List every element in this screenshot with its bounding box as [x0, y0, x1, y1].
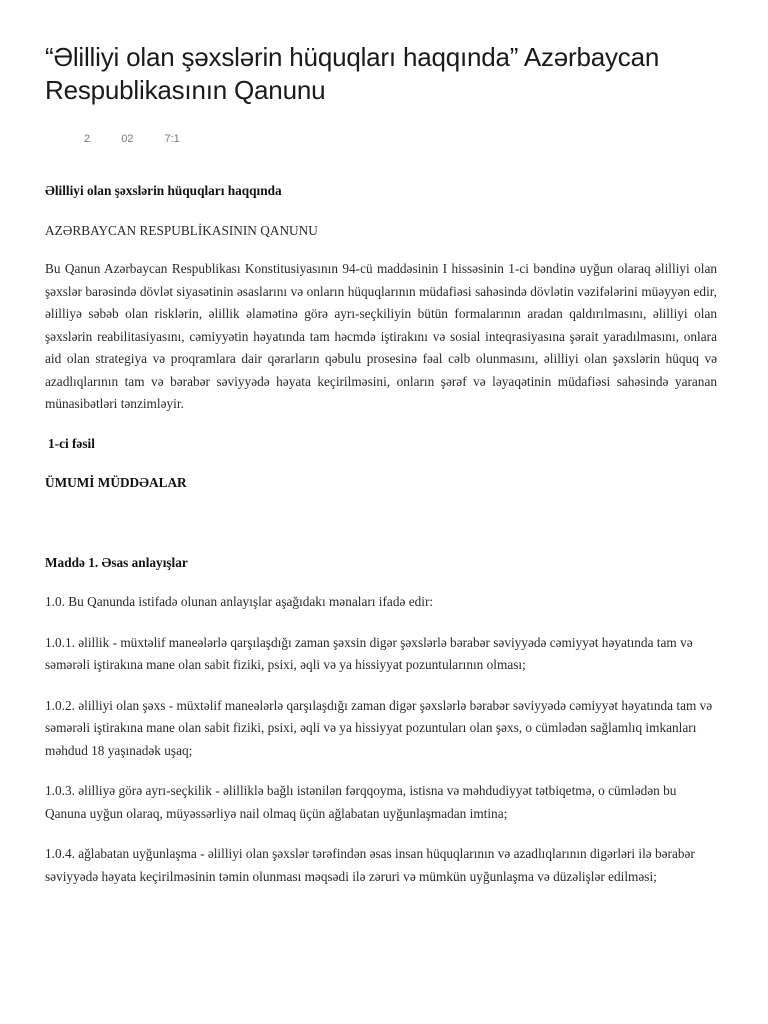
definition-paragraph: 1.0.1. əlillik - müxtəlif maneələrlə qarşılaşdığı zaman şəxsin digər şəxslərlə bərabər səviyyədə cəmiyyət həyatında tam və səmərəli iştirakına mane olan sabit fiziki, psixi, əqli və ya hissiyyat pozuntularının olması; [45, 634, 693, 672]
document-title: “Əlilliyi olan şəxslərin hüquqları haqqında” Azərbaycan Respublikasının Qanunu [45, 42, 660, 105]
document-body [45, 180, 717, 888]
definition-paragraph: 1.0. Bu Qanunda istifadə olunan anlayışlar aşağıdakı mənaları ifadə edir: [45, 594, 434, 609]
definition-paragraph: 1.0.2. əlilliyi olan şəxs - müxtəlif maneələrlə qarşılaşdığı zaman digər şəxslərlə bərabər səviyyədə cəmiyyət həyatında tam və səmərəli iştirakına mane olan sabit fiziki, psixi, əqli və ya hissiyyat pozuntuları olan şəxs, o cümlədən sağlamlıq imkanları məhdud 18 yaşınadək uşaq; [45, 697, 713, 758]
meta-item: 2 [84, 133, 91, 145]
article-heading: Maddə 1. Əsas anlayışlar [45, 554, 188, 570]
law-intro-paragraph: Bu Qanun Azərbaycan Respublikası Konstitusiyasının 94-cü maddəsinin I hissəsinin 1-ci bəndinə uyğun olaraq əlilliyi olan şəxslər barəsində dövlət siyasətinin əsaslarını və onların hüquqlarının müdafiəsi sahəsində dövlətin vəzifələrini müəyyən edir, əlilliyə səbəb olan risklərin, əlillik əlamətinə görə ayrı-seçkiliyin bütün formalarının aradan qaldırılmasını, əlilliyi olan şəxslərin reabilitasiyasını, cəmiyyətin həyatında tam həcmdə iştirakını və sosial inteqrasiyasına şərait yaradılmasını, onlara aid olan strategiya və proqramlara dair qərarların qəbulu prosesinə fəal cəlb olunmasını, əlilliyi olan şəxslərin hüquq və azadlıqlarının tam və bərabər səviyyədə həyata keçirilməsini, onların şərəf və ləyaqətinin müdafiəsi sahəsində yaranan münasibətləri tənzimləyir. [45, 261, 717, 411]
definition-paragraph: 1.0.3. əlilliyə görə ayrı-seçkilik - əlilliklə bağlı istənilən fərqqoyma, istisna və məhdudiyyət tətbiqetmə, o cümlədən bu Qanuna uyğun olaraq, müyəssərliyə nail olmaq üçün ağlabatan uyğunlaşmadan imtina; [45, 783, 677, 821]
chapter-number: 1-ci fəsil [48, 435, 95, 451]
chapter-title: ÜMUMİ MÜDDƏALAR [45, 475, 187, 490]
law-subheading: AZƏRBAYCAN RESPUBLİKASININ QANUNU [45, 222, 318, 238]
definition-paragraph: 1.0.4. ağlabatan uyğunlaşma - əlilliyi olan şəxslər tərəfindən əsas insan hüquqlarının və azadlıqlarının digərləri ilə bərabər səviyyədə həyata keçirilməsinin təmin olunması məqsədi ilə zəruri və mümkün uyğunlaşma və düzəlişlər edilməsi; [45, 846, 695, 884]
meta-item: 02 [121, 133, 134, 145]
law-heading: Əlilliyi olan şəxslərin hüquqları haqqında [45, 183, 282, 198]
document-meta [84, 133, 208, 145]
meta-item: 7:1 [164, 133, 180, 145]
